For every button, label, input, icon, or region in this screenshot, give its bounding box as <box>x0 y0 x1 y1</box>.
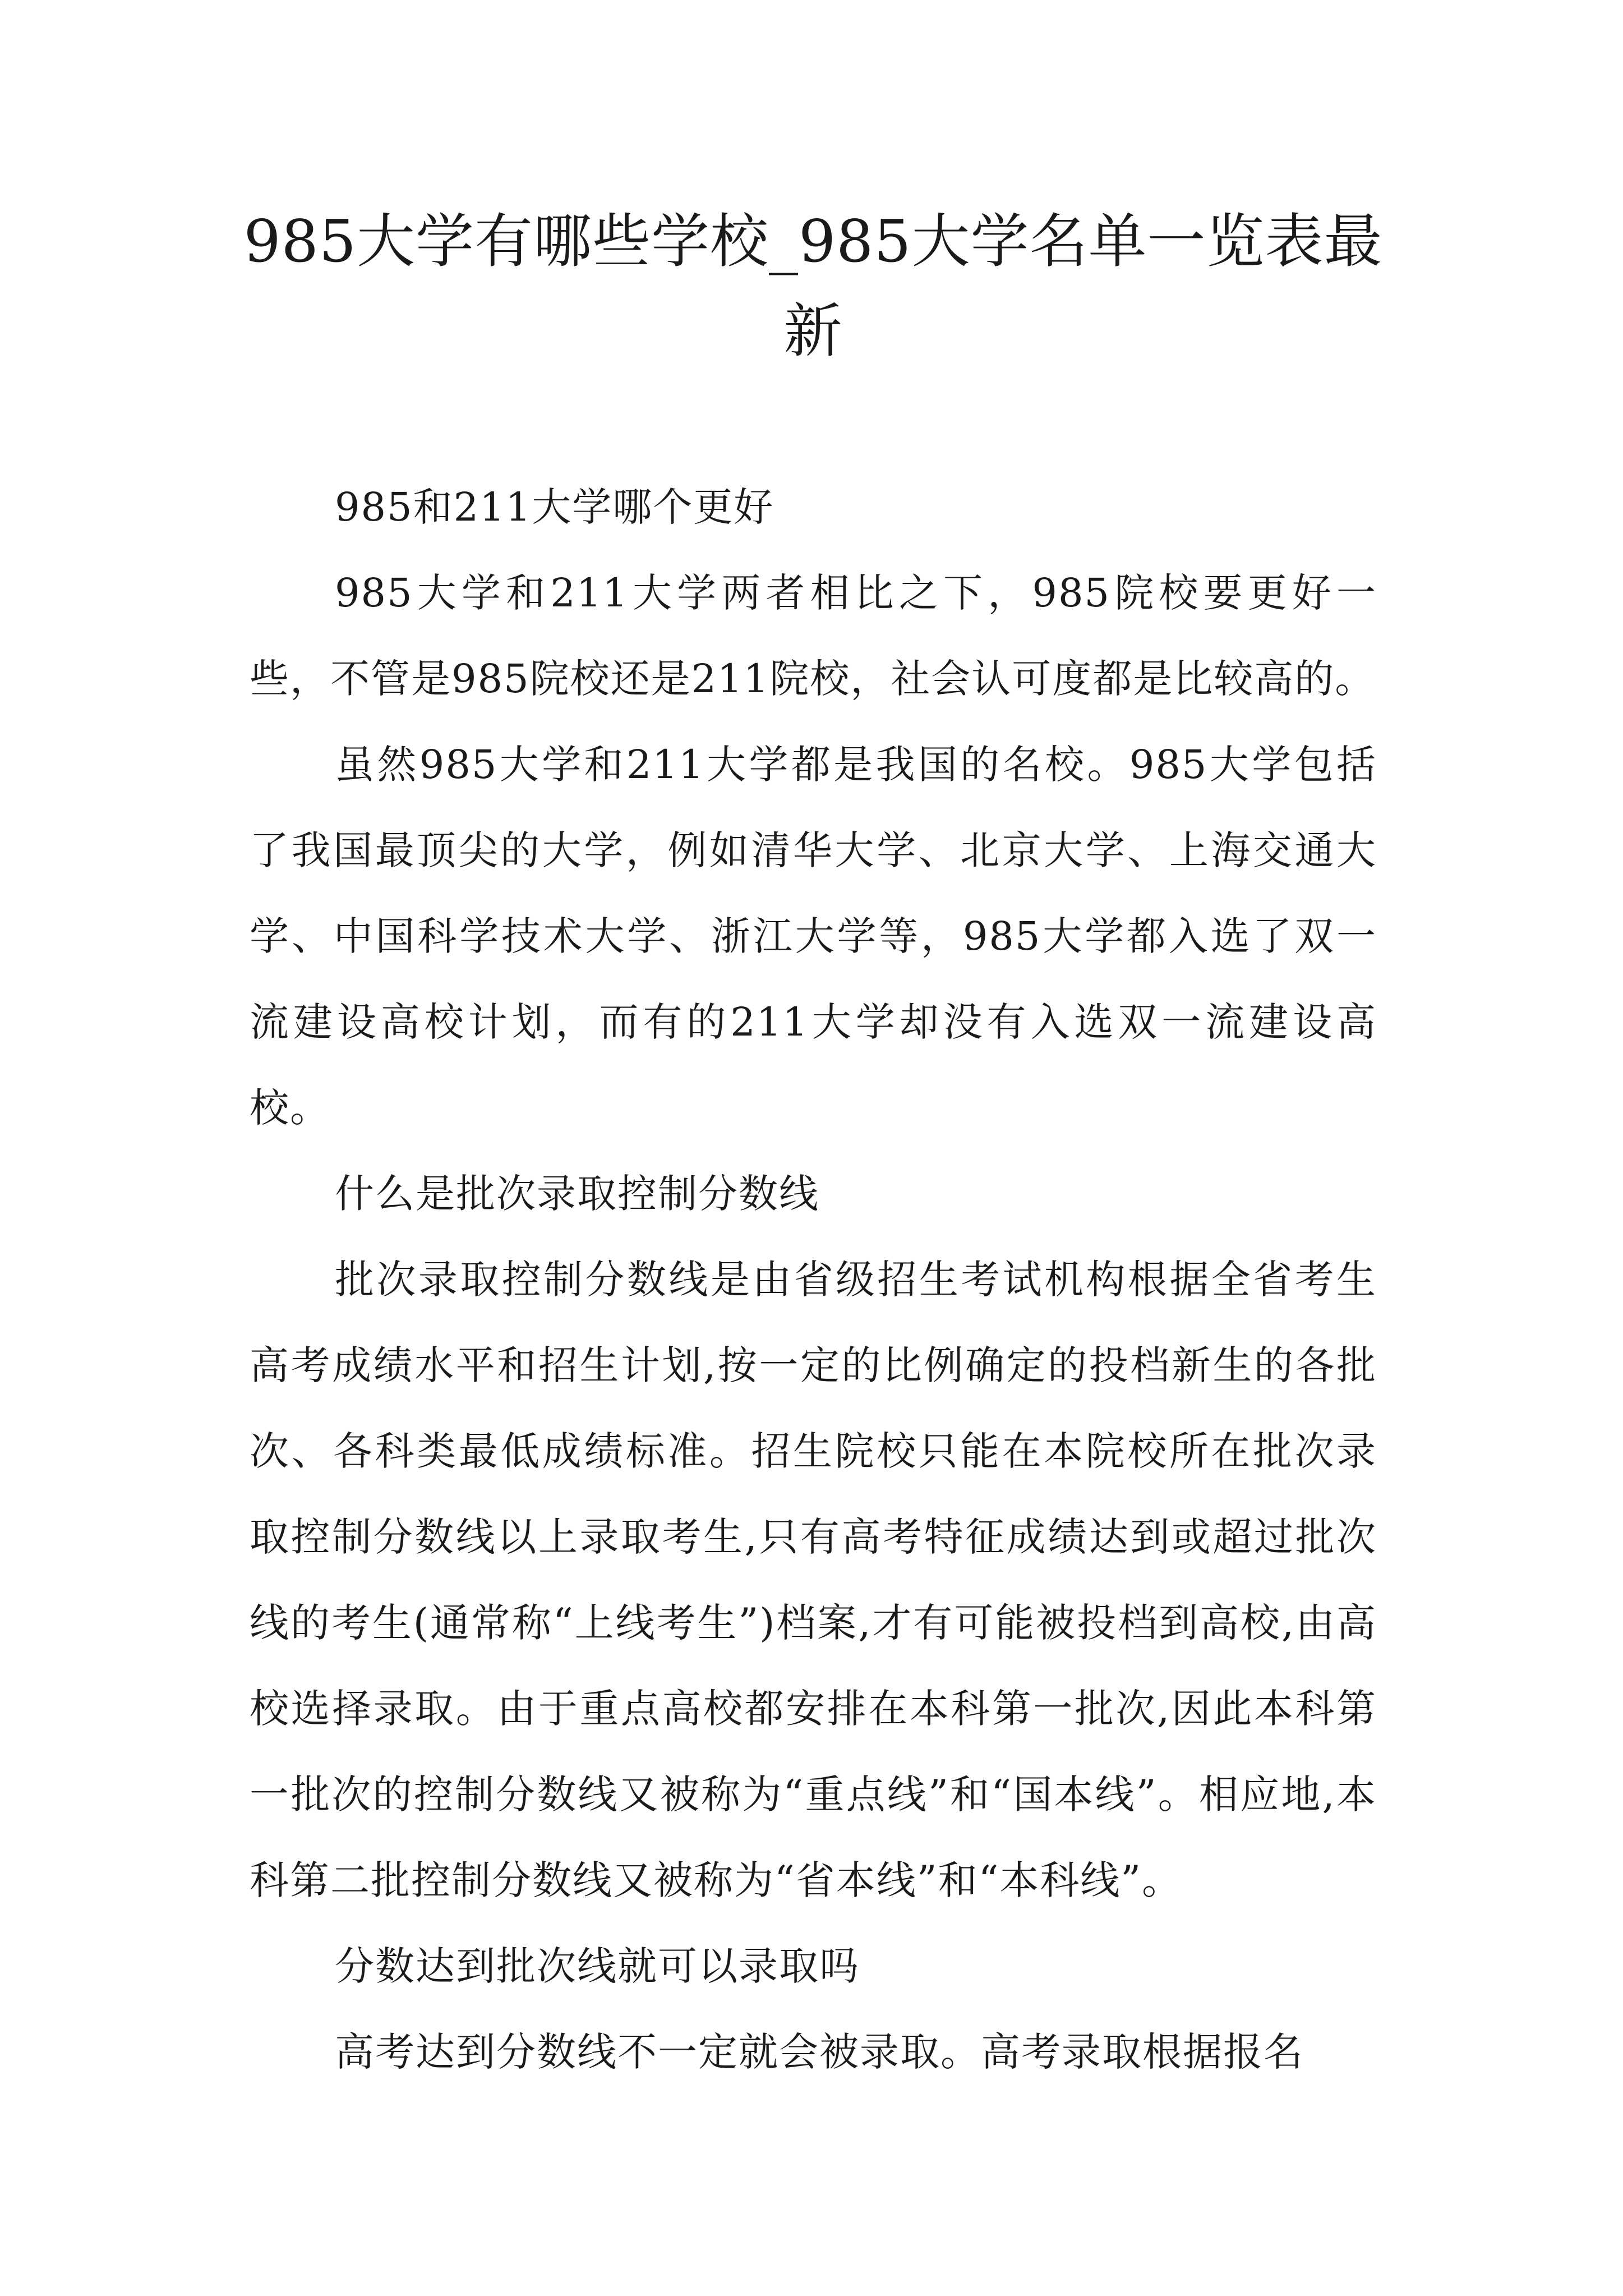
paragraph-heading-batch-line: 什么是批次录取控制分数线 <box>335 1171 819 1217</box>
paragraph: 985大学和211大学两者相比之下，985院校要更好一些，不管是985院校还是211院校，社会认可度都是比较高的。 <box>250 570 1377 702</box>
paragraph-heading-admission: 分数达到批次线就可以录取吗 <box>335 1943 860 1989</box>
document-body <box>250 464 1377 2095</box>
paragraph: 虽然985大学和211大学都是我国的名校。985大学包括了我国最顶尖的大学，例如清华大学、北京大学、上海交通大学、中国科学技术大学、浙江大学等，985大学都入选了双一流建设高校计划，而有的211大学却没有入选双一流建设高校。 <box>250 742 1377 1131</box>
paragraph: 批次录取控制分数线是由省级招生考试机构根据全省考生高考成绩水平和招生计划,按一定的比例确定的投档新生的各批次、各科类最低成绩标准。招生院校只能在本院校所在批次录取控制分数线以上录取考生,只有高考特征成绩达到或超过批次线的考生(通常称“上线考生”)档案,才有可能被投档到高校,由高校选择录取。由于重点高校都安排在本科第一批次,因此本科第一批次的控制分数线又被称为“重点线”和“国本线”。相应地,本科第二批控制分数线又被称为“省本线”和“本科线”。 <box>250 1257 1377 1903</box>
document-title: 985大学有哪些学校_985大学名单一览表最新 <box>243 207 1383 365</box>
paragraph: 高考达到分数线不一定就会被录取。高考录取根据报名 <box>335 2029 1304 2075</box>
paragraph-heading-985-vs-211: 985和211大学哪个更好 <box>335 484 774 530</box>
